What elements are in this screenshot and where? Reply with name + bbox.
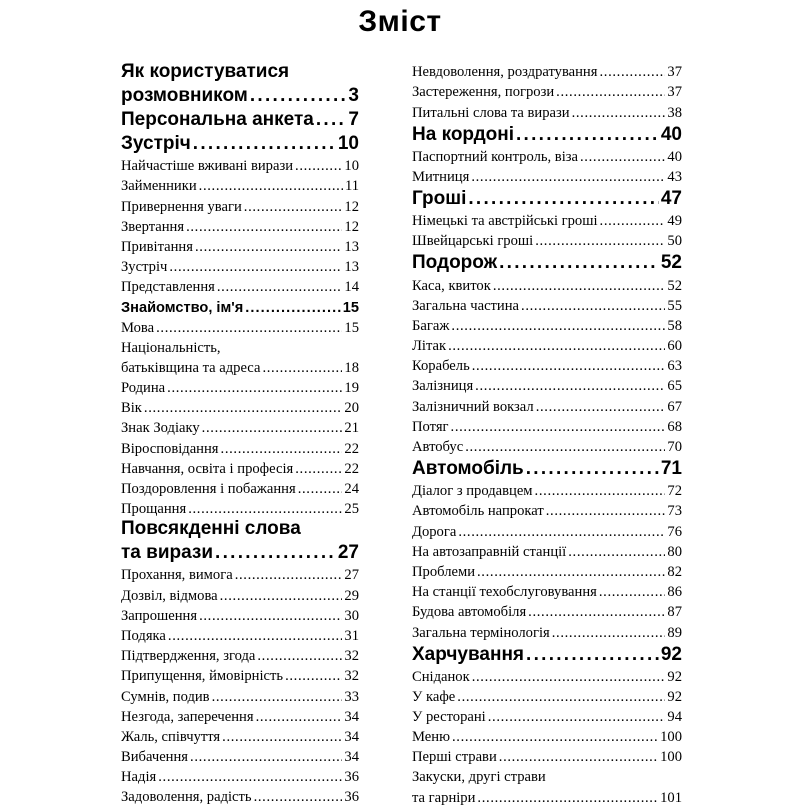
toc-entry: [121, 237, 359, 257]
toc-page-number: 31: [344, 627, 359, 644]
dot-leader: [257, 646, 342, 666]
toc-page-number: 7: [348, 109, 359, 130]
dot-leader: [221, 439, 343, 459]
toc-page-number: 40: [660, 123, 682, 145]
toc-page-number: 15: [344, 319, 359, 336]
toc-entry-title: батьківщина та адреса: [121, 359, 261, 376]
dot-leader: [572, 103, 666, 123]
toc-entry: [412, 481, 682, 501]
toc-entry: [412, 147, 682, 167]
toc-section-heading: [121, 62, 359, 84]
toc-entry-title: Залізничний вокзал: [412, 398, 534, 415]
toc-page-number: 49: [667, 213, 682, 230]
toc-entry-title: Дозвіл, відмова: [121, 587, 218, 604]
toc-entry: [412, 316, 682, 336]
toc-entry: [412, 437, 682, 457]
toc-page-number: 72: [667, 483, 682, 500]
dot-leader: [167, 378, 342, 398]
toc-entry: [412, 542, 682, 562]
toc-entry: [412, 336, 682, 356]
toc-entry-title: Мова: [121, 319, 155, 336]
dot-leader: [254, 787, 343, 807]
toc-entry: [121, 297, 359, 317]
dot-leader: [488, 707, 666, 727]
toc-page-number: 22: [344, 440, 359, 457]
toc-entry-title: На кордоні: [412, 123, 514, 145]
toc-entry: [412, 82, 682, 102]
dot-leader: [536, 397, 666, 417]
toc-entry-title: Зустріч: [121, 259, 168, 276]
toc-entry-title: Діалог з продавцем: [412, 483, 533, 500]
toc-page-number: 33: [344, 688, 359, 705]
toc-page-number: 82: [667, 563, 682, 580]
toc-entry-title: Гроші: [412, 187, 467, 209]
toc-page-number: 68: [667, 418, 682, 435]
toc-entry-title: Питальні слова та вирази: [412, 104, 570, 121]
toc-entry-title: Найчастіше вживані вирази: [121, 158, 294, 175]
toc-entry: [121, 727, 359, 747]
dot-leader: [451, 417, 666, 437]
toc-page-number: 60: [667, 338, 682, 355]
toc-entry-title: Запрошення: [121, 607, 198, 624]
toc-entry: [121, 176, 359, 196]
toc-entry-title: На станції техобслуговування: [412, 584, 597, 601]
toc-entry-title: Надія: [121, 769, 157, 786]
toc-entry-title: Зустріч: [121, 133, 191, 154]
dot-leader: [472, 356, 666, 376]
toc-entry-title: Автомобіль напрокат: [412, 503, 544, 520]
toc-page-number: 52: [660, 252, 682, 274]
dot-leader: [156, 318, 342, 338]
dot-leader: [477, 562, 665, 582]
dot-leader: [144, 398, 343, 418]
dot-leader: [457, 687, 665, 707]
toc-entry: [121, 499, 359, 519]
toc-entry: [412, 102, 682, 122]
dot-leader: [599, 62, 665, 82]
dot-leader: [568, 542, 665, 562]
toc-page-number: 20: [344, 400, 359, 417]
toc-entry: [121, 606, 359, 626]
toc-entry-title: Подяка: [121, 627, 166, 644]
toc-page-number: 10: [337, 133, 359, 154]
dot-leader: [245, 298, 340, 318]
toc-entry: [412, 602, 682, 622]
toc-page-number: 36: [344, 789, 359, 806]
toc-entry: [121, 398, 359, 418]
toc-page-number: 94: [667, 709, 682, 726]
dot-leader: [472, 667, 666, 687]
toc-entry-title: Залізниця: [412, 378, 474, 395]
toc-entry-title: Швейцарські гроші: [412, 233, 534, 250]
toc-entry: [412, 275, 682, 295]
dot-leader: [168, 626, 343, 646]
toc-entry-title: Подорож: [412, 252, 498, 274]
toc-entry-title: Задоволення, радість: [121, 789, 252, 806]
dot-leader: [477, 788, 658, 808]
dot-leader: [202, 418, 343, 438]
toc-entry: [412, 501, 682, 521]
toc-page-number: 50: [667, 233, 682, 250]
toc-section-heading: [121, 132, 359, 156]
toc-page-number: 40: [667, 148, 682, 165]
dot-leader: [190, 747, 342, 767]
dot-leader: [217, 277, 343, 297]
toc-entry: [121, 257, 359, 277]
dot-leader: [235, 565, 343, 585]
toc-entry-title: Привернення уваги: [121, 198, 242, 215]
toc-entry-title: Навчання, освіта і професія: [121, 460, 294, 477]
toc-entry-title: Незгода, заперечення: [121, 708, 254, 725]
toc-page-number: 92: [667, 668, 682, 685]
dot-leader: [499, 251, 659, 275]
toc-entry: [412, 622, 682, 642]
dot-leader: [193, 132, 336, 156]
toc-page-number: 76: [667, 523, 682, 540]
dot-leader: [295, 459, 342, 479]
toc-page-number: 25: [344, 501, 359, 518]
toc-entry-title: Підтвердження, згода: [121, 648, 256, 665]
toc-page-number: 34: [344, 728, 359, 745]
toc-entry: [412, 667, 682, 687]
dot-leader: [215, 541, 336, 565]
toc-entry-title: Застереження, погрози: [412, 84, 555, 101]
dot-leader: [212, 687, 343, 707]
toc-entry: [412, 521, 682, 541]
dot-leader: [188, 499, 342, 519]
dot-leader: [195, 237, 342, 257]
toc-entry-title: Автобус: [412, 439, 464, 455]
toc-entry: [121, 666, 359, 686]
toc-entry: [121, 459, 359, 479]
dot-leader: [465, 437, 665, 457]
toc-entry-title: Родина: [121, 380, 166, 397]
toc-page-number: 101: [660, 789, 682, 806]
dot-leader: [262, 358, 342, 378]
toc-page-number: 70: [667, 439, 682, 455]
toc-entry-title: та вирази: [121, 542, 214, 564]
toc-entry: [121, 438, 359, 458]
toc-page-number: 18: [344, 359, 359, 376]
toc-entry-title: У кафе: [412, 688, 456, 705]
toc-page-number: 13: [344, 238, 359, 255]
toc-section-heading: [412, 643, 682, 667]
toc-entry-title: Німецькі та австрійські гроші: [412, 213, 598, 230]
toc-entry: [412, 727, 682, 747]
toc-section-heading: [121, 108, 359, 132]
toc-entry-title: Багаж: [412, 317, 450, 334]
toc-entry: [121, 358, 359, 378]
toc-entry-title: Корабель: [412, 358, 470, 375]
toc-entry-title: Харчування: [412, 643, 525, 665]
dot-leader: [516, 123, 659, 147]
toc-entry-title: Займенники: [121, 178, 197, 195]
toc-entry: [412, 356, 682, 376]
dot-leader: [535, 231, 665, 251]
toc-entry-title: Паспортний контроль, віза: [412, 148, 578, 165]
toc-section-heading: [412, 123, 682, 147]
toc-page-number: 80: [667, 543, 682, 560]
toc-entry-title: Поздоровлення і побажання: [121, 481, 296, 497]
toc-entry-title: розмовником: [121, 85, 248, 106]
toc-page-number: 43: [667, 168, 682, 185]
dot-leader: [526, 457, 659, 481]
toc-page-number: 55: [667, 297, 682, 314]
toc-entry-title: Меню: [412, 729, 450, 746]
toc-entry-title: Прохання, вимога: [121, 567, 233, 584]
toc-entry-title: Вік: [121, 400, 142, 417]
dot-leader: [448, 336, 665, 356]
toc-entry: [121, 707, 359, 727]
dot-leader: [158, 767, 342, 787]
dot-leader: [526, 643, 659, 667]
dot-leader: [468, 187, 658, 211]
toc-page-number: 34: [344, 749, 359, 766]
toc-entry: [412, 62, 682, 82]
toc-page-number: 73: [667, 503, 682, 520]
toc-entry-title: Знак Зодіаку: [121, 420, 200, 437]
dot-leader: [250, 84, 347, 108]
dot-leader: [546, 501, 666, 521]
toc-entry: [412, 562, 682, 582]
toc-page-number: 92: [660, 643, 682, 665]
toc-page-number: 21: [344, 420, 359, 437]
toc-page-number: 19: [344, 380, 359, 397]
page-title: Зміст: [358, 5, 442, 38]
dot-leader: [458, 522, 665, 542]
toc-section-heading: [412, 187, 682, 211]
toc-entry: [121, 686, 359, 706]
dot-leader: [316, 108, 347, 132]
toc-page-number: 3: [348, 85, 359, 106]
toc-entry: [412, 167, 682, 187]
toc-page-number: 58: [667, 317, 682, 334]
toc-section-heading: [121, 519, 359, 541]
toc-entry: [121, 418, 359, 438]
toc-page-number: 24: [344, 481, 359, 497]
toc-page-number: 10: [344, 158, 359, 175]
toc-entry-title: Перші страви: [412, 749, 497, 766]
toc-entry: [121, 479, 359, 499]
toc-page-number: 30: [344, 607, 359, 624]
dot-leader: [220, 586, 343, 606]
dot-leader: [256, 707, 343, 727]
toc-entry: [121, 196, 359, 216]
toc-entry: [121, 646, 359, 666]
dot-leader: [451, 316, 665, 336]
toc-page-number: 32: [344, 668, 359, 685]
toc-entry-title: Невдоволення, роздратування: [412, 64, 598, 81]
toc-page-number: 47: [660, 187, 682, 209]
toc-entry: [121, 565, 359, 585]
toc-entry-title: Сніданок: [412, 668, 470, 685]
toc-entry: [121, 338, 359, 358]
toc-page-number: 34: [344, 708, 359, 725]
toc-entry-title: Припущення, ймовірність: [121, 668, 284, 685]
dot-leader: [580, 147, 665, 167]
toc-entry-title: Персональна анкета: [121, 109, 314, 130]
toc-entry: [121, 585, 359, 605]
toc-entry-title: Жаль, співчуття: [121, 728, 221, 745]
toc-page-number: 32: [344, 648, 359, 665]
toc-entry-title: Проблеми: [412, 563, 475, 580]
toc-page-number: 14: [344, 279, 359, 296]
toc-entry-title: Митниця: [412, 168, 470, 185]
toc-entry-title: Національність,: [121, 339, 221, 356]
toc-page-number: 92: [667, 688, 682, 705]
toc-entry-title: Будова автомобіля: [412, 604, 527, 621]
toc-page-number: 29: [344, 587, 359, 604]
dot-leader: [285, 666, 342, 686]
toc-entry: [121, 787, 359, 807]
dot-leader: [452, 727, 658, 747]
toc-page-number: 37: [667, 84, 682, 101]
dot-leader: [186, 217, 342, 237]
toc-page-number: 100: [660, 749, 682, 766]
toc-entry-title: Літак: [412, 338, 447, 355]
dot-leader: [552, 623, 666, 643]
toc-entry-title: У ресторані: [412, 709, 486, 726]
toc-page-number: 11: [344, 178, 359, 195]
dot-leader: [199, 176, 343, 196]
toc-entry: [121, 747, 359, 767]
dot-leader: [600, 211, 666, 231]
toc-entry-title: Загальна термінологія: [412, 624, 550, 641]
toc-entry: [412, 376, 682, 396]
dot-leader: [199, 606, 342, 626]
dot-leader: [599, 582, 666, 602]
dot-leader: [535, 481, 666, 501]
toc-page-number: 37: [667, 64, 682, 81]
toc-entry-title: Дорога: [412, 523, 457, 540]
toc-page-number: 27: [337, 542, 359, 564]
toc-entry-title: Автомобіль: [412, 458, 524, 479]
toc-entry: [412, 231, 682, 251]
toc-entry: [121, 767, 359, 787]
toc-left-column: [121, 62, 359, 807]
toc-page-number: 86: [667, 584, 682, 601]
toc-entry-title: Повсякденні слова: [121, 518, 301, 540]
toc-page-number: 12: [344, 198, 359, 215]
dot-leader: [222, 727, 342, 747]
toc-page-number: 12: [344, 218, 359, 235]
toc-section-heading: [121, 84, 359, 108]
toc-entry-title: Привітання: [121, 238, 193, 255]
toc-entry-title: Знайомство, ім'я: [121, 299, 244, 316]
dot-leader: [471, 167, 665, 187]
toc-entry: [412, 396, 682, 416]
toc-page-number: 15: [342, 299, 359, 316]
dot-leader: [475, 376, 665, 396]
dot-leader: [169, 257, 342, 277]
dot-leader: [244, 197, 343, 217]
dot-leader: [521, 296, 665, 316]
dot-leader: [528, 602, 665, 622]
toc-entry-title: Потяг: [412, 418, 449, 435]
toc-page-number: 65: [667, 378, 682, 395]
dot-leader: [298, 479, 343, 499]
dot-leader: [295, 156, 342, 176]
toc-entry: [121, 156, 359, 176]
toc-page-number: 87: [667, 604, 682, 621]
toc-entry: [121, 277, 359, 297]
toc-entry: [412, 211, 682, 231]
toc-entry-title: Звертання: [121, 218, 185, 235]
toc-page-number: 71: [660, 458, 682, 479]
toc-page-number: 63: [667, 358, 682, 375]
dot-leader: [493, 276, 666, 296]
toc-entry: [412, 582, 682, 602]
toc-entry: [412, 747, 682, 767]
toc-entry: [121, 378, 359, 398]
toc-page-number: 36: [344, 769, 359, 786]
toc-entry-title: Вибачення: [121, 749, 189, 766]
toc-entry: [121, 217, 359, 237]
toc-section-heading: [121, 541, 359, 565]
toc-page-number: 22: [344, 460, 359, 477]
toc-page-number: 52: [667, 277, 682, 294]
toc-entry: [121, 626, 359, 646]
toc-entry: [412, 707, 682, 727]
toc-entry: [121, 318, 359, 338]
toc-entry-title: Прощання: [121, 501, 187, 518]
toc-entry-title: Представлення: [121, 279, 215, 296]
toc-entry-title: Загальна частина: [412, 297, 520, 314]
toc-entry-title: Сумнів, подив: [121, 688, 210, 705]
toc-entry-title: Закуски, другі страви: [412, 769, 546, 786]
toc-entry: [412, 296, 682, 316]
toc-entry-title: Каса, квиток: [412, 277, 491, 294]
toc-section-heading: [412, 251, 682, 275]
toc-page-number: 38: [667, 104, 682, 121]
toc-entry-title: та гарніри: [412, 789, 476, 806]
dot-leader: [556, 82, 665, 102]
toc-entry: [412, 787, 682, 807]
toc-entry: [412, 767, 682, 787]
dot-leader: [499, 747, 658, 767]
toc-section-heading: [412, 457, 682, 481]
toc-page-number: 100: [660, 729, 682, 746]
toc-entry-title: Як користуватися: [121, 61, 290, 82]
toc-page-number: 27: [344, 567, 359, 584]
toc-right-column: [412, 62, 682, 808]
toc-page-number: 67: [667, 398, 682, 415]
toc-entry-title: На автозаправній станції: [412, 543, 567, 560]
toc-entry-title: Віросповідання: [121, 440, 219, 457]
toc-entry: [412, 687, 682, 707]
toc-page-number: 13: [344, 259, 359, 276]
toc-page-number: 89: [667, 624, 682, 641]
toc-entry: [412, 417, 682, 437]
